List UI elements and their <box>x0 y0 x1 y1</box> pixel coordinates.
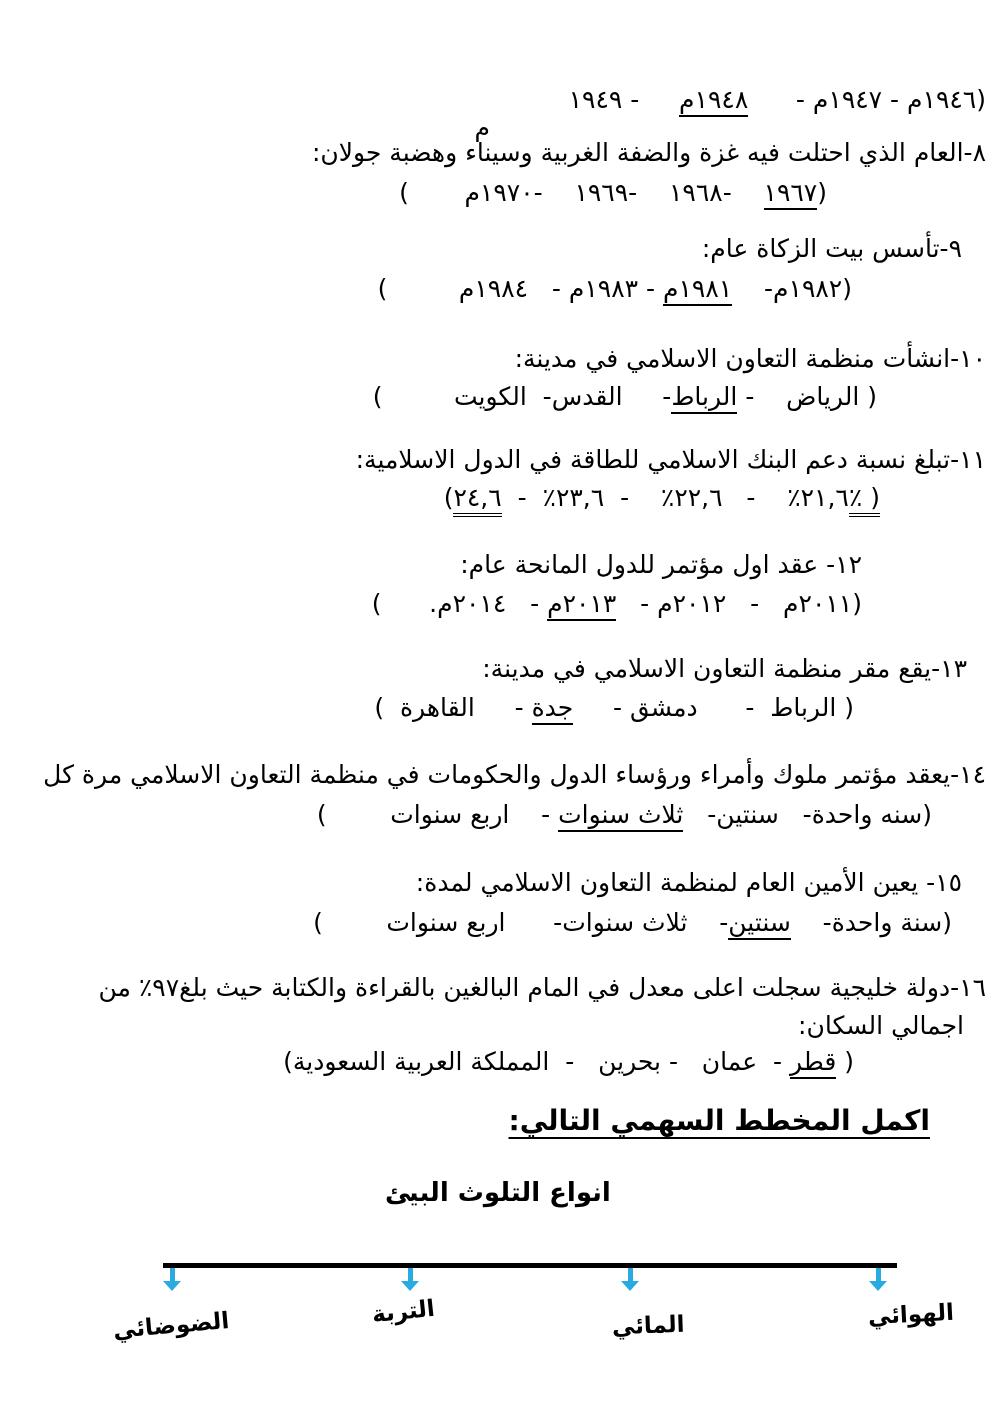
q8-options-after: -١٩٦٨ -١٩٦٩ -١٩٧٠م ) <box>399 178 764 207</box>
q15-options-after: - ثلاث سنوات- اربع سنوات ) <box>313 908 729 937</box>
q13-text: ١٣-يقع مقر منظمة التعاون الاسلامي في مدينة: <box>482 654 967 683</box>
down-arrow-icon <box>621 1268 639 1292</box>
q11-answer-double-underlined: ٢٤,٦٪ ) <box>453 483 880 517</box>
diagram-horizontal-line <box>163 1263 897 1268</box>
q13-answer-underlined: جدة <box>532 693 574 725</box>
q12-options-after: - ٢٠١٤م. ) <box>371 589 548 618</box>
q8-options-line <box>399 177 827 208</box>
q10-options-after: - القدس- الكويت ) <box>372 382 672 411</box>
q16-options-before: ( <box>836 1047 854 1076</box>
q9-options-after: - ١٩٨٣م - ١٩٨٤م ) <box>377 274 664 303</box>
q16-text-line1: ١٦-دولة خليجية سجلت اعلى معدل في المام البالغين بالقراءة والكتابة حيث بلغ٩٧٪ من <box>98 973 986 1002</box>
diagram-title: انواع التلوث البيئ <box>385 1178 611 1208</box>
q11-options-before: (٢١,٦٪ - ٢٢,٦٪ - ٢٣,٦٪ - <box>443 483 849 512</box>
q7-options-after: - ١٩٤٩ <box>568 85 680 114</box>
q16-answer-underlined: قطر <box>790 1047 836 1079</box>
q13-options-line <box>374 692 854 723</box>
q12-answer-underlined: ٢٠١٣م <box>547 589 616 621</box>
q16-options-after: - عمان - بحرين - المملكة العربية السعودية) <box>283 1047 791 1076</box>
down-arrow-icon <box>163 1268 181 1292</box>
q7-options-line <box>569 84 986 115</box>
q15-text: ١٥- يعين الأمين العام لمنظمة التعاون الاسلامي لمدة: <box>415 868 962 897</box>
q10-text: ١٠-انشأت منظمة التعاون الاسلامي في مدينة: <box>514 344 986 373</box>
q7-options-before: (١٩٤٦م - ١٩٤٧م - <box>748 85 986 114</box>
down-arrow-icon <box>869 1268 887 1292</box>
q14-options-after: - اربع سنوات ) <box>316 800 559 829</box>
q9-answer-underlined: ١٩٨١م <box>663 274 732 306</box>
q14-text: ١٤-يعقد مؤتمر ملوك وأمراء ورؤساء الدول والحكومات في منظمة التعاون الاسلامي مرة كل <box>43 760 986 789</box>
q12-text: ١٢- عقد اول مؤتمر للدول المانحة عام: <box>460 550 862 579</box>
diagram-label-noise: الضوضائي <box>112 1307 231 1345</box>
q8-text: ٨-العام الذي احتلت فيه غزة والضفة الغربية وسيناء وهضبة جولان: <box>311 138 986 167</box>
q11-options-line <box>444 482 880 513</box>
diagram-label-water: المائي <box>611 1311 685 1341</box>
q7-answer-underlined: ١٩٤٨م <box>679 85 748 117</box>
q9-text: ٩-تأسس بيت الزكاة عام: <box>701 234 962 263</box>
diagram-label-soil: التربة <box>370 1295 436 1329</box>
q14-answer-underlined: ثلاث سنوات <box>558 800 683 832</box>
q10-answer-underlined: الرباط <box>671 382 737 414</box>
q16-options-line <box>283 1046 854 1077</box>
diagram-label-air: الهوائي <box>867 1299 955 1331</box>
section-heading: اكمل المخطط السهمي التالي: <box>508 1104 930 1137</box>
q10-options-before: ( الرياض - <box>737 382 877 411</box>
q13-options-after: - القاهرة ) <box>374 693 532 722</box>
q13-options-before: ( الرباط - دمشق - <box>573 693 854 722</box>
q15-options-line <box>313 907 952 938</box>
down-arrow-icon <box>401 1268 419 1292</box>
q14-options-line <box>317 799 932 830</box>
q15-options-before: (سنة واحدة- <box>790 908 952 937</box>
q11-text: ١١-تبلغ نسبة دعم البنك الاسلامي للطاقة في الدول الاسلامية: <box>355 445 986 474</box>
q10-options-line <box>373 381 877 412</box>
q9-options-line <box>378 273 852 304</box>
q9-options-before: (١٩٨٢م- <box>732 274 852 303</box>
q12-options-before: (٢٠١١م - ٢٠١٢م - <box>616 589 862 618</box>
q12-options-line <box>372 588 862 619</box>
q8-options-before: ( <box>817 178 827 207</box>
q15-answer-underlined: سنتين <box>728 908 791 940</box>
q14-options-before: (سنه واحدة- سنتين- <box>683 800 932 829</box>
q8-answer-underlined: ١٩٦٧ <box>764 178 818 210</box>
q16-text-line2: اجمالي السكان: <box>798 1011 964 1040</box>
q7-wrapped-char: م <box>474 113 490 142</box>
